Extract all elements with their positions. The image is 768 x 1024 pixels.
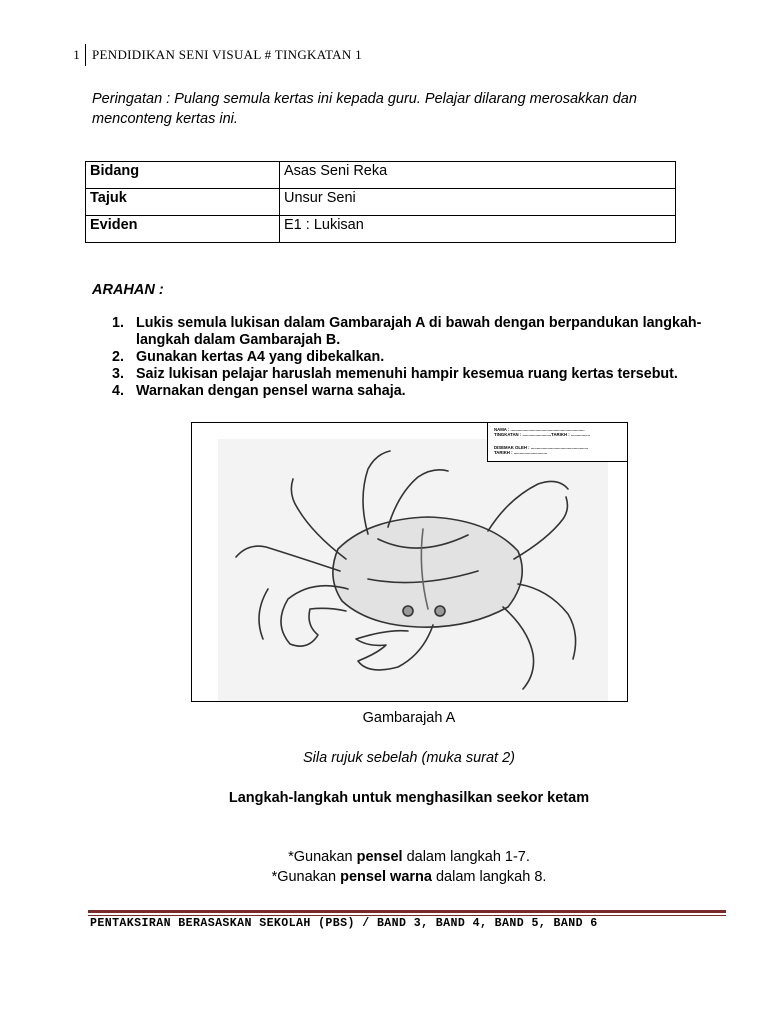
colour-pencil-note: *Gunakan pensel warna dalam langkah 8. bbox=[271, 869, 547, 885]
info-value: Unsur Seni bbox=[280, 189, 676, 216]
info-key: Bidang bbox=[86, 162, 280, 189]
page-header bbox=[66, 44, 362, 66]
step-text: Gunakan kertas A4 yang dibekalkan. bbox=[136, 349, 385, 365]
list-item bbox=[112, 315, 726, 349]
name-line: NAMA : .............................................................. bbox=[494, 427, 585, 432]
list-item bbox=[112, 383, 726, 400]
student-name-box bbox=[487, 422, 628, 462]
checked-by-line: DISEMAK OLEH : ................................................ bbox=[494, 445, 589, 450]
info-key: Eviden bbox=[86, 216, 280, 243]
instructions-title: ARAHAN : bbox=[92, 282, 164, 298]
footer-rule bbox=[88, 910, 726, 916]
step-number: 3. bbox=[112, 366, 124, 382]
info-key: Tajuk bbox=[86, 189, 280, 216]
date-line: TARIKH : ............................ bbox=[494, 450, 548, 455]
info-value: E1 : Lukisan bbox=[280, 216, 676, 243]
step-number: 4. bbox=[112, 383, 124, 399]
figure-caption: Gambarajah A bbox=[362, 710, 456, 726]
refer-note: Sila rujuk sebelah (muka surat 2) bbox=[303, 750, 515, 766]
crab-sketch-illustration bbox=[218, 439, 608, 701]
header-title: PENDIDIKAN SENI VISUAL # TINGKATAN 1 bbox=[92, 47, 362, 62]
pencil-note: *Gunakan pensel dalam langkah 1-7. bbox=[288, 849, 530, 865]
list-item bbox=[112, 349, 726, 366]
figure-a bbox=[191, 422, 628, 702]
list-item bbox=[112, 366, 726, 383]
info-value: Asas Seni Reka bbox=[280, 162, 676, 189]
step-text: Saiz lukisan pelajar haruslah memenuhi hampir kesemua ruang kertas tersebut. bbox=[136, 366, 678, 382]
page-number: 1 bbox=[73, 47, 80, 62]
info-table bbox=[85, 161, 676, 243]
step-text: Lukis semula lukisan dalam Gambarajah A di bawah dengan berpandukan langkah-langkah dalam Gambarajah B. bbox=[136, 315, 702, 348]
table-row bbox=[86, 216, 676, 243]
warning-note: Peringatan : Pulang semula kertas ini kepada guru. Pelajar dilarang merosakkan dan menconteng kertas ini. bbox=[92, 91, 637, 127]
step-text: Warnakan dengan pensel warna sahaja. bbox=[136, 383, 406, 399]
table-row bbox=[86, 189, 676, 216]
table-row bbox=[86, 162, 676, 189]
header-divider bbox=[85, 44, 86, 66]
steps-heading: Langkah-langkah untuk menghasilkan seekor ketam bbox=[228, 790, 590, 806]
step-number: 1. bbox=[112, 315, 124, 331]
instruction-list bbox=[112, 315, 726, 400]
page-footer: PENTAKSIRAN BERASASKAN SEKOLAH (PBS) / BAND 3, BAND 4, BAND 5, BAND 6 bbox=[90, 917, 598, 930]
form-date-line: TINGKATAN : ........................TARIKH : ................ bbox=[494, 432, 590, 437]
step-number: 2. bbox=[112, 349, 124, 365]
